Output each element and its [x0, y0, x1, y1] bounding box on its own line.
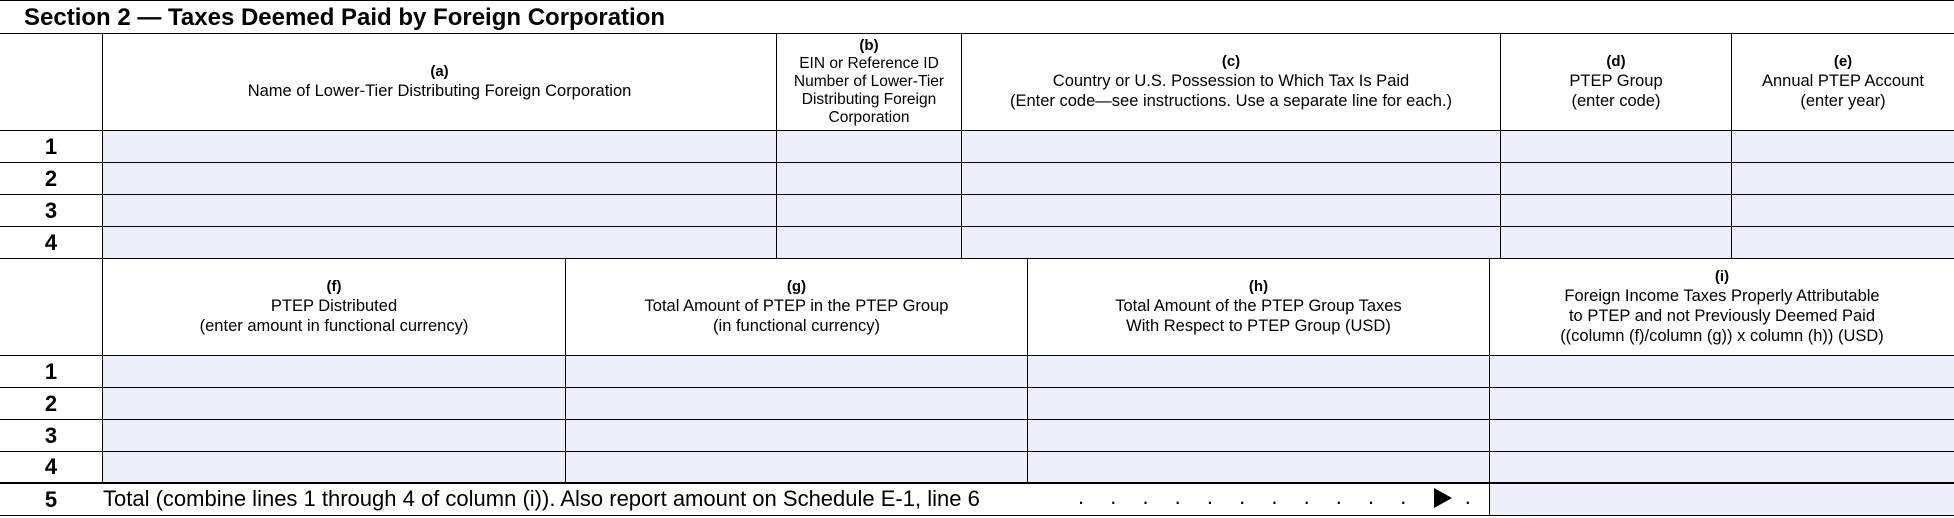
col-header-line: (enter code) — [1571, 92, 1661, 110]
col-header-line: Total Amount of the PTEP Group Taxes — [1115, 297, 1402, 315]
col-header-line: Number of Lower-Tier — [793, 73, 945, 90]
col-header-line: PTEP Group — [1569, 72, 1663, 90]
input-line1-col-a[interactable] — [103, 131, 776, 162]
col-letter: (f) — [326, 278, 342, 295]
input-line3-col-c[interactable] — [962, 195, 1500, 226]
input-line2-col-g[interactable] — [566, 388, 1027, 419]
col-letter: (c) — [1221, 53, 1241, 70]
input-line3-col-e[interactable] — [1732, 195, 1954, 226]
col-letter: (d) — [1606, 53, 1626, 70]
line-number: 3 — [44, 422, 58, 448]
input-line3-col-i[interactable] — [1490, 420, 1954, 451]
leader-dots: . . . . . . . . . . . . . — [1078, 484, 1481, 509]
input-line2-col-e[interactable] — [1732, 163, 1954, 194]
input-line4-col-i[interactable] — [1490, 452, 1954, 482]
col-header-line: Foreign Income Taxes Properly Attributable — [1564, 287, 1880, 305]
input-line1-col-d[interactable] — [1501, 131, 1731, 162]
input-line4-col-a[interactable] — [103, 227, 776, 258]
col-header-line: (enter year) — [1800, 92, 1886, 110]
line-number: 5 — [44, 486, 58, 512]
input-line2-col-f[interactable] — [103, 388, 565, 419]
input-line5-total[interactable] — [1490, 484, 1954, 515]
input-line4-col-c[interactable] — [962, 227, 1500, 258]
input-line3-col-f[interactable] — [103, 420, 565, 451]
col-header-line: Name of Lower-Tier Distributing Foreign Corporation — [247, 82, 632, 100]
input-line4-col-f[interactable] — [103, 452, 565, 482]
col-letter: (e) — [1833, 53, 1853, 70]
line-number: 4 — [44, 454, 58, 479]
input-line1-col-h[interactable] — [1028, 356, 1489, 387]
line-number: 1 — [44, 358, 58, 384]
input-line2-col-d[interactable] — [1501, 163, 1731, 194]
col-d-header — [1501, 34, 1731, 130]
col-header-line: (in functional currency) — [713, 317, 880, 335]
col-letter: (b) — [859, 37, 879, 54]
section-title: Section 2 — Taxes Deemed Paid by Foreign Corporation — [24, 4, 666, 31]
col-letter: (h) — [1248, 278, 1269, 295]
col-header-line: PTEP Distributed — [270, 297, 398, 315]
col-letter: (i) — [1714, 268, 1730, 285]
total-line-label: Total (combine lines 1 through 4 of column (i)). Also report amount on Schedule E-1, line 6 — [103, 486, 980, 511]
input-line4-col-h[interactable] — [1028, 452, 1489, 482]
input-line2-col-i[interactable] — [1490, 388, 1954, 419]
line-number: 2 — [44, 165, 58, 191]
col-header-line: EIN or Reference ID — [799, 55, 939, 72]
input-line1-col-c[interactable] — [962, 131, 1500, 162]
col-f-header — [103, 259, 565, 355]
line-number: 4 — [44, 229, 58, 255]
input-line2-col-b[interactable] — [777, 163, 961, 194]
input-line3-col-h[interactable] — [1028, 420, 1489, 451]
input-line2-col-c[interactable] — [962, 163, 1500, 194]
top-rule — [0, 0, 1954, 1]
col-e-header — [1732, 34, 1954, 130]
col-letter: (a) — [430, 63, 449, 80]
input-line4-col-g[interactable] — [566, 452, 1027, 482]
col-header-line: With Respect to PTEP Group (USD) — [1126, 317, 1391, 335]
input-line1-col-g[interactable] — [566, 356, 1027, 387]
col-header-line: Country or U.S. Possession to Which Tax Is Paid — [1052, 72, 1410, 90]
line-number: 1 — [44, 133, 58, 159]
col-a-header — [103, 34, 776, 130]
line-number: 3 — [44, 197, 58, 223]
input-line2-col-a[interactable] — [103, 163, 776, 194]
input-line4-col-e[interactable] — [1732, 227, 1954, 258]
col-header-line: ((column (f)/column (g)) x column (h)) (USD) — [1560, 327, 1884, 345]
input-line1-col-e[interactable] — [1732, 131, 1954, 162]
input-line1-col-f[interactable] — [103, 356, 565, 387]
input-line2-col-h[interactable] — [1028, 388, 1489, 419]
col-letter: (g) — [786, 278, 807, 295]
col-header-line: (enter amount in functional currency) — [199, 317, 469, 335]
input-line1-col-i[interactable] — [1490, 356, 1954, 387]
col-header-line: Distributing Foreign — [801, 91, 937, 108]
input-line3-col-d[interactable] — [1501, 195, 1731, 226]
bottom-rule — [0, 515, 1954, 516]
col-g-header — [566, 259, 1027, 355]
col-b-header — [777, 34, 961, 130]
input-line3-col-b[interactable] — [777, 195, 961, 226]
arrow-right-icon — [1434, 488, 1452, 508]
col-header-line: Corporation — [828, 109, 910, 126]
col-i-header — [1490, 259, 1954, 355]
col-h-header — [1028, 259, 1489, 355]
col-c-header — [962, 34, 1500, 130]
input-line3-col-a[interactable] — [103, 195, 776, 226]
input-line4-col-b[interactable] — [777, 227, 961, 258]
col-header-line: to PTEP and not Previously Deemed Paid — [1568, 307, 1876, 325]
col-header-line: (Enter code—see instructions. Use a separate line for each.) — [1009, 92, 1453, 110]
col-header-line: Total Amount of PTEP in the PTEP Group — [644, 297, 949, 315]
input-line4-col-d[interactable] — [1501, 227, 1731, 258]
col-header-line: Annual PTEP Account — [1761, 72, 1925, 90]
input-line3-col-g[interactable] — [566, 420, 1027, 451]
input-line1-col-b[interactable] — [777, 131, 961, 162]
line-number: 2 — [44, 390, 58, 416]
